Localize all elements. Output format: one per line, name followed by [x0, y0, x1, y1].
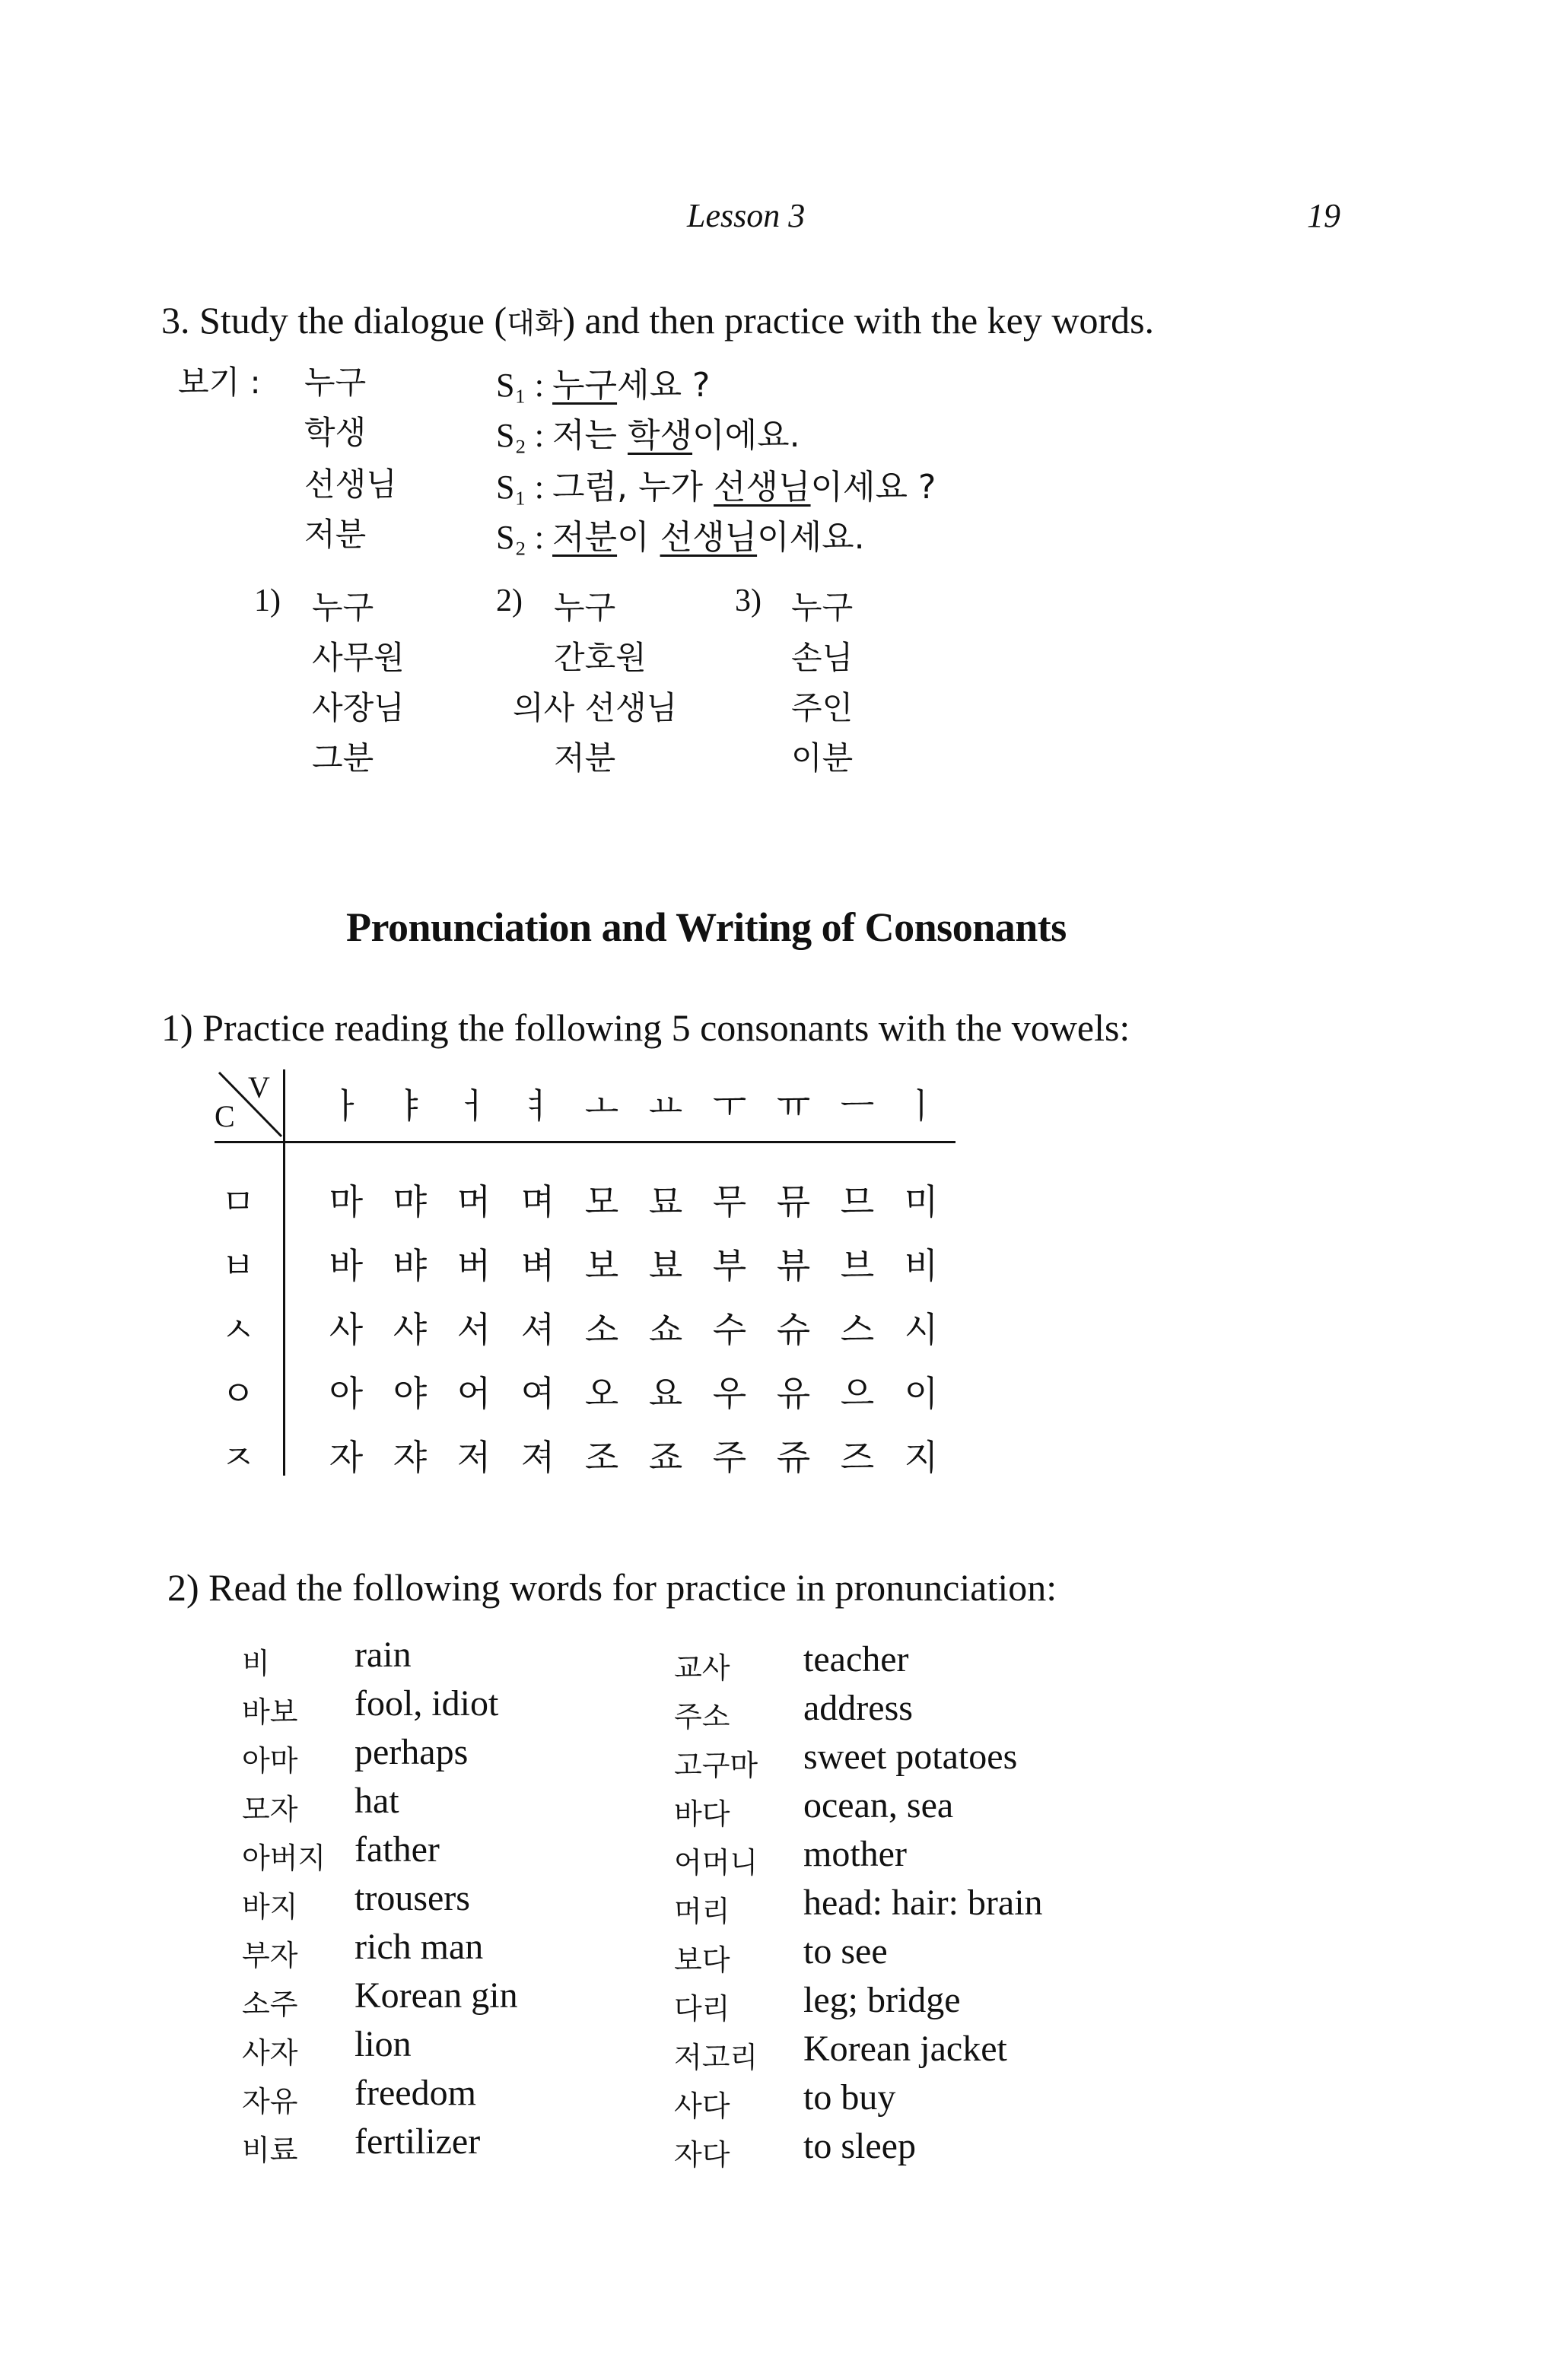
english-gloss: hat [355, 1781, 399, 1821]
english-gloss: to buy [803, 2077, 896, 2118]
english-gloss: trousers [355, 1878, 470, 1918]
page-number: 19 [1307, 197, 1340, 234]
syllable-cell: 조 [584, 1437, 619, 1478]
english-gloss: leg; bridge [803, 1980, 961, 2020]
english-gloss: address [803, 1688, 913, 1728]
syllable-cell: 스 [840, 1309, 875, 1350]
korean-word: 비료 [242, 2134, 298, 2167]
exercise-number: 3. [161, 299, 190, 342]
set-word: 의사 선생님 [513, 689, 678, 726]
syllable-cell: 부 [712, 1245, 747, 1286]
english-gloss: freedom [355, 2073, 476, 2113]
table-header-rule [215, 1141, 955, 1143]
syllable-cell: 미 [904, 1181, 939, 1222]
part-2-text: Read the following words for practice in pronunciation: [208, 1566, 1057, 1609]
syllable-cell: 묘 [648, 1181, 683, 1222]
syllable-cell: 벼 [520, 1245, 555, 1286]
syllable-cell: 소 [584, 1309, 619, 1350]
syllable-cell: 으 [840, 1373, 875, 1414]
keyword-underlined: 선생님 [660, 518, 758, 557]
syllable-cell: 아 [329, 1373, 364, 1414]
speaker-label: S₁ : [496, 469, 545, 506]
syllable-cell: 여 [520, 1373, 555, 1414]
set-word: 이분 [791, 739, 854, 777]
korean-word: 고구마 [674, 1749, 758, 1782]
korean-word: 저고리 [674, 2041, 758, 2074]
syllable-cell: 뵤 [648, 1245, 683, 1286]
syllable-cell: 이 [904, 1373, 939, 1414]
korean-word: 교사 [674, 1651, 730, 1685]
key-word: 누구 [304, 364, 367, 401]
vowel-header: ㅛ [648, 1085, 683, 1126]
syllable-cell: 주 [712, 1437, 747, 1478]
english-gloss: sweet potatoes [803, 1737, 1018, 1777]
syllable-cell: 저 [456, 1437, 491, 1478]
korean-word: 머리 [674, 1895, 730, 1928]
english-gloss: father [355, 1829, 440, 1870]
korean-word: 부자 [242, 1939, 298, 1972]
korean-word: 바보 [242, 1695, 298, 1729]
corner-vowel-label: V [248, 1070, 270, 1104]
syllable-cell: 쥬 [776, 1437, 811, 1478]
dialogue-text: 저는 [552, 416, 628, 455]
part-2-label: 2) [167, 1566, 199, 1609]
syllable-cell: 자 [329, 1437, 364, 1478]
set-number: 2) [496, 583, 523, 618]
running-title: Lesson 3 [687, 197, 806, 234]
korean-word: 자다 [674, 2138, 730, 2172]
example-label: 보기 : [178, 364, 261, 401]
english-gloss: Korean jacket [803, 2029, 1007, 2069]
korean-word: 다리 [674, 1992, 730, 2026]
vowel-header: ㅑ [393, 1085, 428, 1126]
korean-word: 비 [242, 1647, 270, 1680]
set-word: 주인 [791, 689, 854, 726]
vowel-header: ㅏ [329, 1085, 364, 1126]
syllable-cell: 요 [648, 1373, 683, 1414]
set-number: 3) [735, 583, 762, 618]
korean-word: 아버지 [242, 1841, 326, 1875]
set-word: 저분 [554, 739, 616, 777]
part-1-text: Practice reading the following 5 consonants with the vowels: [202, 1006, 1130, 1049]
consonant-header: ㅇ [221, 1373, 256, 1414]
consonant-header: ㅅ [221, 1309, 256, 1350]
english-gloss: rain [355, 1635, 412, 1675]
syllable-cell: 수 [712, 1309, 747, 1350]
syllable-cell: 먀 [393, 1181, 428, 1222]
korean-word: 소주 [242, 1988, 298, 2021]
syllable-cell: 쇼 [648, 1309, 683, 1350]
set-word: 손님 [791, 639, 854, 676]
instruction-korean: 대화 [507, 307, 563, 340]
dialogue-text: 이에요. [692, 416, 800, 455]
dialogue-text: 세요 ? [617, 366, 711, 405]
speaker-label: S₂ : [496, 519, 545, 556]
set-word: 그분 [312, 739, 374, 777]
syllable-cell: 유 [776, 1373, 811, 1414]
keyword-underlined: 선생님 [714, 468, 811, 507]
instruction-start: Study the dialogue ( [199, 299, 507, 342]
dialogue-line [496, 510, 865, 558]
dialogue-text: 이 [617, 518, 660, 557]
syllable-cell: 쟈 [393, 1437, 428, 1478]
syllable-cell: 뷰 [776, 1245, 811, 1286]
english-gloss: teacher [803, 1639, 909, 1679]
korean-word: 보다 [674, 1943, 730, 1977]
syllable-cell: 지 [904, 1437, 939, 1478]
set-word: 누구 [791, 589, 854, 626]
set-word: 간호원 [554, 639, 647, 676]
syllable-cell: 어 [456, 1373, 491, 1414]
syllable-cell: 야 [393, 1373, 428, 1414]
korean-word: 바다 [674, 1797, 730, 1831]
dialogue-text: 이세요. [757, 518, 865, 557]
key-word: 선생님 [304, 466, 397, 503]
set-word: 누구 [312, 589, 374, 626]
dialogue-line [496, 408, 800, 456]
syllable-cell: 보 [584, 1245, 619, 1286]
english-gloss: to see [803, 1931, 888, 1972]
syllable-cell: 비 [904, 1245, 939, 1286]
vowel-header: ㅓ [456, 1085, 491, 1126]
syllable-cell: 바 [329, 1245, 364, 1286]
set-word: 누구 [554, 589, 616, 626]
syllable-cell: 사 [329, 1309, 364, 1350]
vowel-header: ㅗ [584, 1085, 619, 1126]
keyword-underlined: 저분 [552, 518, 618, 557]
instruction-end: ) and then practice with the key words. [562, 299, 1155, 342]
speaker-label: S₂ : [496, 417, 545, 454]
syllable-cell: 마 [329, 1181, 364, 1222]
english-gloss: rich man [355, 1927, 484, 1967]
syllable-cell: 서 [456, 1309, 491, 1350]
syllable-cell: 무 [712, 1181, 747, 1222]
syllable-cell: 죠 [648, 1437, 683, 1478]
syllable-cell: 오 [584, 1373, 619, 1414]
korean-word: 바지 [242, 1890, 298, 1924]
dialogue-text: 이세요 ? [810, 468, 936, 507]
part-2-instruction [167, 1565, 1057, 1609]
syllable-cell: 므 [840, 1181, 875, 1222]
set-word: 사무원 [312, 639, 405, 676]
dialogue-line [496, 459, 936, 508]
dialogue-line [496, 357, 710, 406]
syllable-cell: 시 [904, 1309, 939, 1350]
korean-word: 사자 [242, 2036, 298, 2070]
vowel-header: ㅠ [776, 1085, 811, 1126]
korean-word: 모자 [242, 1793, 298, 1826]
english-gloss: ocean, sea [803, 1785, 954, 1826]
part-1-label: 1) [161, 1006, 193, 1049]
syllable-cell: 셔 [520, 1309, 555, 1350]
syllable-cell: 며 [520, 1181, 555, 1222]
vowel-header: ㅡ [840, 1085, 875, 1126]
syllable-cell: 뮤 [776, 1181, 811, 1222]
korean-word: 주소 [674, 1700, 730, 1733]
consonant-header: ㅁ [221, 1181, 256, 1222]
korean-word: 자유 [242, 2085, 298, 2118]
set-number: 1) [254, 583, 281, 618]
speaker-label: S₁ : [496, 367, 545, 404]
corner-consonant-label: C [215, 1099, 235, 1133]
korean-word: 어머니 [674, 1846, 758, 1880]
keyword-underlined: 누구 [552, 366, 618, 405]
syllable-cell: 즈 [840, 1437, 875, 1478]
exercise-3-instruction [161, 298, 1154, 342]
dialogue-text: 그럼, 누가 [552, 468, 714, 507]
table-vertical-rule [283, 1069, 285, 1476]
english-gloss: perhaps [355, 1732, 469, 1772]
keyword-underlined: 학생 [628, 416, 693, 455]
english-gloss: fertilizer [355, 2121, 481, 2162]
english-gloss: Korean gin [355, 1975, 518, 2016]
vowel-header: ㅣ [904, 1085, 939, 1126]
syllable-cell: 져 [520, 1437, 555, 1478]
syllable-cell: 뱌 [393, 1245, 428, 1286]
syllable-cell: 모 [584, 1181, 619, 1222]
english-gloss: fool, idiot [355, 1683, 499, 1724]
syllable-cell: 샤 [393, 1309, 428, 1350]
syllable-cell: 머 [456, 1181, 491, 1222]
key-word: 저분 [304, 516, 367, 553]
section-title: Pronunciation and Writing of Consonants [346, 904, 1067, 950]
part-1-instruction [161, 1006, 1130, 1050]
english-gloss: head: hair: brain [803, 1883, 1043, 1923]
english-gloss: lion [355, 2024, 412, 2064]
english-gloss: mother [803, 1834, 907, 1874]
syllable-cell: 브 [840, 1245, 875, 1286]
syllable-cell: 버 [456, 1245, 491, 1286]
korean-word: 사다 [674, 2089, 730, 2123]
syllable-cell: 우 [712, 1373, 747, 1414]
set-word: 사장님 [312, 689, 405, 726]
korean-word: 아마 [242, 1744, 298, 1778]
syllable-cell: 슈 [776, 1309, 811, 1350]
vowel-header: ㅕ [520, 1085, 555, 1126]
english-gloss: to sleep [803, 2126, 916, 2166]
consonant-header: ㅈ [221, 1437, 256, 1478]
key-word: 학생 [304, 414, 367, 451]
vowel-header: ㅜ [712, 1085, 747, 1126]
consonant-header: ㅂ [221, 1245, 256, 1286]
